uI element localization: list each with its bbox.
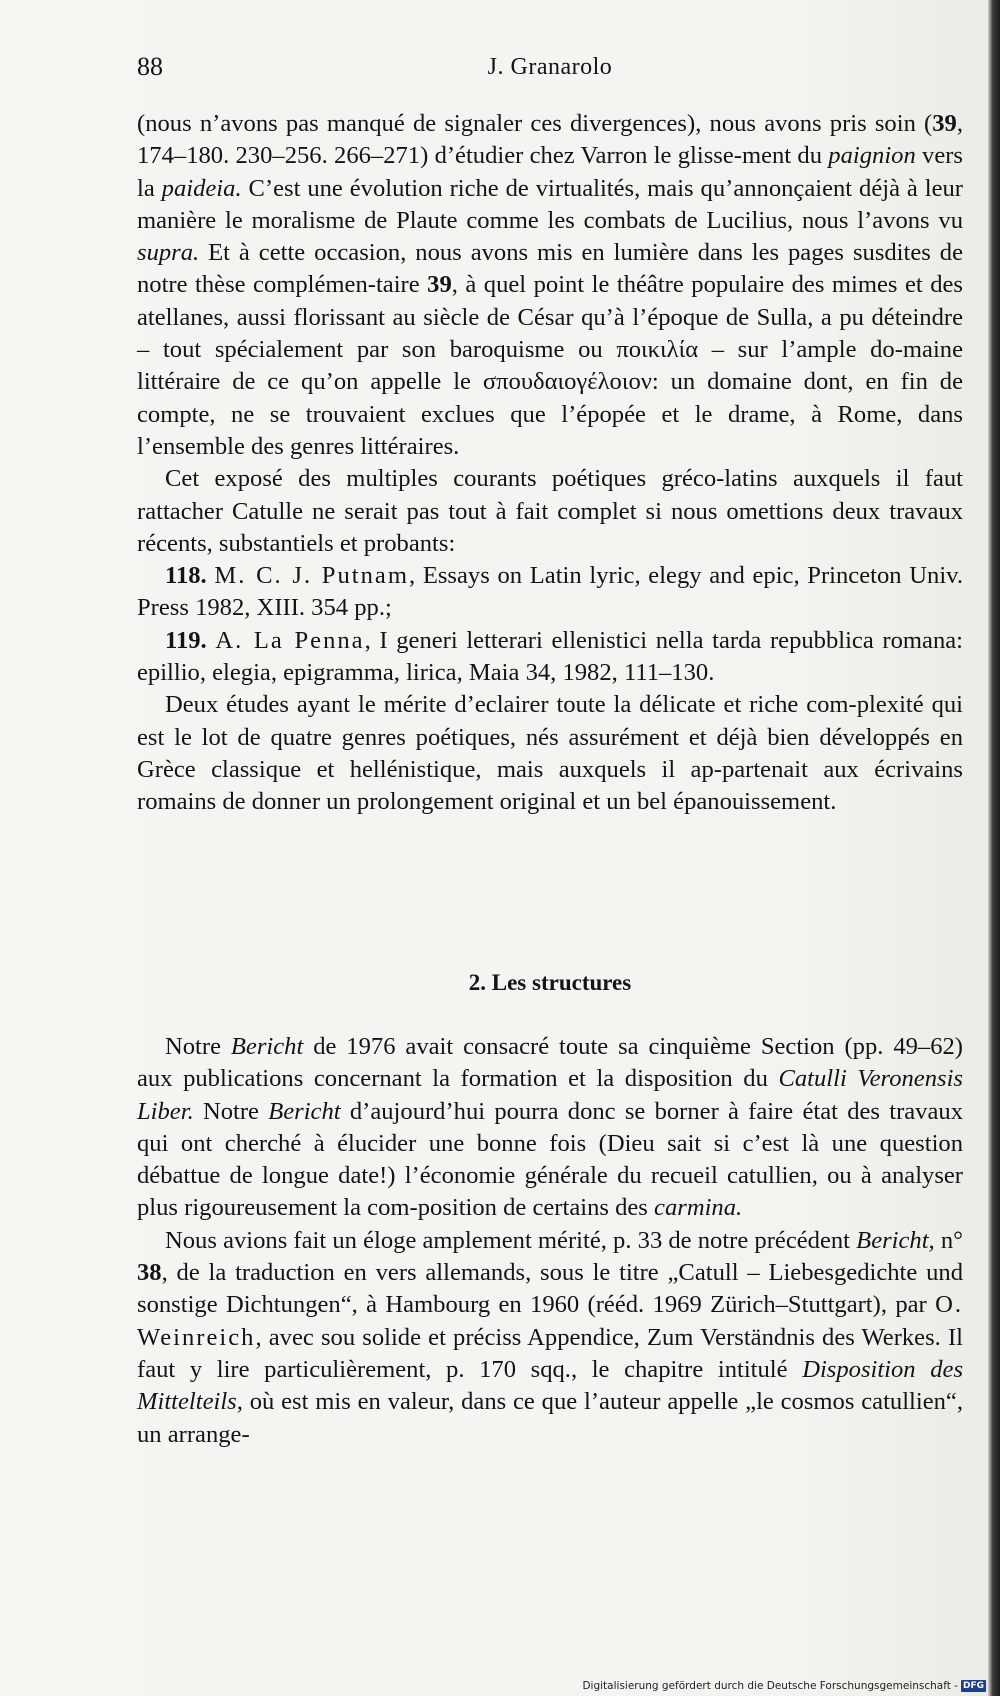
paragraph-4 <box>137 1031 963 1225</box>
text-run: où est mis en valeur, dans ce que l’auteur appelle „le cosmos catullien“, un arrange- <box>137 1388 963 1448</box>
paragraph-1 <box>137 108 963 463</box>
ref-author: A. La Penna <box>215 626 365 654</box>
text-run: Notre <box>165 1033 231 1060</box>
italic-term: Disposition des Mittelteils, <box>137 1355 964 1416</box>
text-run: d’aujourd’hui pourra donc se borner à faire état des travaux qui ont cherché à élucider une bonne fois (Dieu sait si c’est là une question débattue de longue date!) l’économie générale du recueil catullien, ou à analyser plus rigoureusement la com-position de certains des <box>137 1097 963 1222</box>
text-run: , 174–180. 230–256. 266–271) d’étudier chez Varron le glisse-ment du <box>137 110 963 170</box>
ref-number: 39 <box>427 271 452 299</box>
page-edge-shadow <box>988 0 1000 1696</box>
reference-119 <box>137 625 963 690</box>
text-run: Et à cette occasion, nous avons mis en lumière dans les pages susdites de notre thèse complémen-taire <box>137 239 963 299</box>
italic-term: supra. <box>137 239 200 267</box>
ref-number: 119. <box>165 626 207 654</box>
text-run: n° <box>934 1226 964 1254</box>
paragraph-2: Cet exposé des multiples courants poétiques gréco-latins auxquels il faut rattacher Catulle ne serait pas tout à fait complet si nous omettions deux travaux récents, substantiels et probants: <box>137 465 963 557</box>
italic-term: paideia. <box>161 174 242 202</box>
ref-text: , Essays on Latin lyric, elegy and epic, Princeton Univ. Press 1982, XIII. 354 pp.; <box>137 562 963 622</box>
text-run: Nous avions fait un éloge amplement mérité, p. 33 de notre précédent <box>165 1226 857 1254</box>
text-run: C’est une évolution riche de virtualités, mais qu’annonçaient déjà à leur manière le moralisme de Plaute comme les combats de Lucilius, nous l’avons vu <box>137 174 963 234</box>
italic-term: carmina. <box>654 1194 743 1222</box>
paragraph-5 <box>137 1225 963 1451</box>
italic-term: Catulli Veronensis Liber. <box>137 1065 963 1125</box>
italic-term: Bericht, <box>856 1226 935 1254</box>
text-run: vers la <box>137 142 964 202</box>
running-head <box>137 52 963 88</box>
footer-text: Digitalisierung gefördert durch die Deutsche Forschungsgemeinschaft - <box>582 1680 958 1692</box>
italic-term: paignion <box>828 142 916 170</box>
dfg-logo-icon: DFG <box>962 1681 984 1691</box>
ref-number: 38 <box>137 1259 162 1287</box>
reference-118 <box>137 560 963 625</box>
section-heading: 2. Les structures <box>468 970 632 995</box>
body-text-bottom <box>137 1031 963 1451</box>
italic-term: Bericht <box>268 1097 341 1125</box>
body-text-top <box>137 108 963 819</box>
italic-term: Bericht <box>230 1033 304 1060</box>
text-run: de 1976 avait consacré toute sa cinquième Section (pp. 49–62) aux publications concernant la formation et la disposition du <box>137 1033 963 1093</box>
text-run: Notre <box>193 1097 269 1125</box>
ref-text: , I generi letterari ellenistici nella tarda repubblica romana: epillio, elegia, epigramma, lirica, Maia 34, 1982, 111–130. <box>137 626 963 687</box>
ref-number: 39 <box>932 110 957 137</box>
ref-author: M. C. J. Putnam <box>214 562 409 590</box>
ref-author: O. Weinreich <box>137 1291 963 1351</box>
text-run: (nous n’avons pas manqué de signaler ces divergences), nous avons pris soin ( <box>137 110 933 137</box>
page-number: 88 <box>137 52 163 81</box>
text-run: , à quel point le théâtre populaire des mimes et des atellanes, aussi florissant au siècle de César qu’à l’époque de Sulla, a pu déteindre – tout spécialement par son baroquisme ou ποικιλία – sur l’ample do-maine littéraire de ce qu’on appelle le σπουδαιογέλοιον: un domaine dont, en fin de compte, ne se trouvaient exclues que l’épopée et le drame, à Rome, dans l’ensemble des genres littéraires. <box>137 271 963 460</box>
ref-number: 118. <box>165 562 207 590</box>
running-head-author: J. Granarolo <box>487 54 613 80</box>
paragraph-3: Deux études ayant le mérite d’eclairer toute la délicate et riche com-plexité qui est le lot de quatre genres poétiques, nés assurément et déjà bien développés en Grèce classique et hellénistique, mais auxquels il ap-partenait aux écrivains romains de donner un prolongement original et un bel épanouissement. <box>137 691 963 816</box>
digitization-footer <box>582 1680 986 1692</box>
text-run: , avec sou solide et préciss Appendice, Zum Verständnis des Werkes. Il faut y lire particulièrement, p. 170 sqq., le chapitre intitulé <box>137 1323 963 1383</box>
text-run: , de la traduction en vers allemands, sous le titre „Catull – Liebesgedichte und sonstige Dichtungen“, à Hambourg en 1960 (rééd. 1969 Zürich–Stuttgart), par <box>137 1259 963 1319</box>
